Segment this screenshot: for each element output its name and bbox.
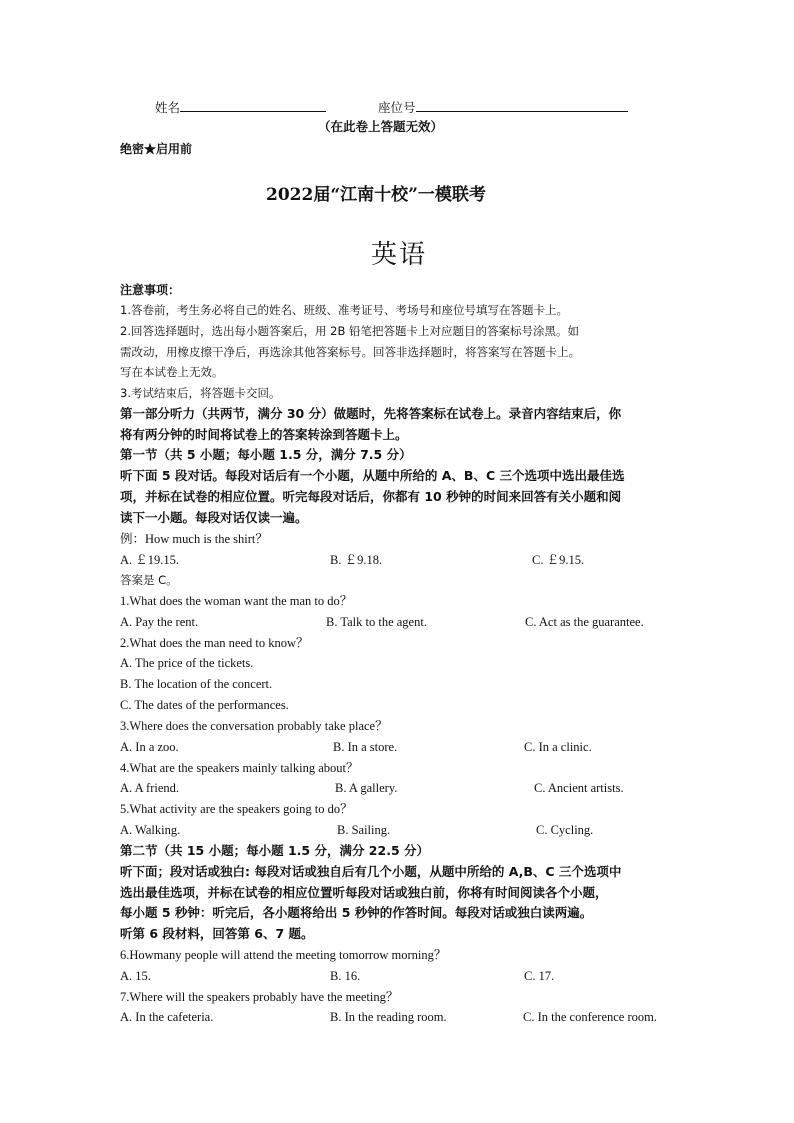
question-5: 5.What activity are the speakers going to do？ [120, 802, 353, 816]
example-answer: 答案是 C。 [120, 573, 178, 587]
q2-option-a: A. The price of the tickets. [120, 656, 254, 670]
q1-option-b: B. Talk to the agent. [326, 615, 427, 629]
q1-option-a: A. Pay the rent. [120, 615, 199, 629]
example-option-b: B. ￡9.18. [330, 553, 383, 567]
notes-heading: 注意事项： [120, 283, 181, 297]
question-3: 3.Where does the conversation probably take place？ [120, 719, 388, 733]
q3-option-b: B. In a store. [333, 740, 398, 754]
section2-heading: 第二节（共 15 小题；每小题 1.5 分，满分 22.5 分） [120, 843, 429, 858]
question-6: 6.Howmany people will attend the meeting tomorrow morning？ [120, 948, 447, 962]
seat-field [378, 99, 628, 116]
q3-option-a: A. In a zoo. [120, 740, 179, 754]
q4-option-a: A. A friend. [120, 781, 180, 795]
q2-option-b: B. The location of the concert. [120, 677, 273, 691]
q6-option-b: B. 16. [330, 969, 361, 983]
q3-option-c: C. In a clinic. [524, 740, 592, 754]
note-2-line-1: 2.回答选择题时，选出每小题答案后，用 2B 铅笔把答题卡上对应题目的答案标号涂黑。如 [120, 324, 579, 338]
section2-instruction-2: 选出最佳选项，并标在试卷的相应位置听每段对话或独白前，你将有时间阅读各个小题， [120, 885, 608, 900]
subject-title: 英语 [371, 240, 428, 270]
seat-blank [416, 99, 628, 112]
invalid-note: （在此卷上答题无效） [318, 119, 444, 134]
q6-option-c: C. 17. [524, 969, 555, 983]
question-1: 1.What does the woman want the man to do？ [120, 594, 353, 608]
section1-instruction-3: 读下一小题。每段对话仅读一遍。 [120, 510, 308, 525]
section1-heading: 第一节（共 5 小题；每小题 1.5 分，满分 7.5 分） [120, 447, 412, 462]
question-4: 4.What are the speakers mainly talking about？ [120, 761, 359, 775]
name-field [155, 99, 326, 116]
question-2: 2.What does the man need to know？ [120, 636, 309, 650]
part1-line-1: 第一部分听力（共两节，满分 30 分）做题时，先将答案标在试卷上。录音内容结束后，你 [120, 406, 622, 421]
q4-option-c: C. Ancient artists. [534, 781, 624, 795]
note-2-line-2: 需改动，用橡皮擦干净后，再选涂其他答案标号。回答非选择题时，将答案写在答题卡上。 [120, 345, 580, 359]
example-question: 例：How much is the shirt？ [120, 532, 268, 546]
q7-option-a: A. In the cafeteria. [120, 1010, 214, 1024]
q5-option-c: C. Cycling. [536, 823, 594, 837]
note-2-line-3: 写在本试卷上无效。 [120, 365, 224, 379]
example-option-a: A. ￡19.15. [120, 553, 180, 567]
question-7: 7.Where will the speakers probably have the meeting？ [120, 990, 399, 1004]
q5-option-b: B. Sailing. [337, 823, 391, 837]
name-blank [180, 99, 326, 112]
q6-option-a: A. 15. [120, 969, 151, 983]
section2-instruction-1: 听下面；段对话或独白: 每段对话或独自后有几个小题，从题中所给的 A,B、C 三个选项中 [120, 864, 622, 879]
material-6-instruction: 听第 6 段材料，回答第 6、7 题。 [120, 926, 314, 941]
q5-option-a: A. Walking. [120, 823, 181, 837]
section1-instruction-2: 项，并标在试卷的相应位置。听完每段对话后，你都有 10 秒钟的时间来回答有关小题和阅 [120, 489, 622, 504]
name-label: 姓名 [155, 100, 181, 115]
secret-mark: 绝密★启用前 [120, 142, 193, 156]
section2-instruction-3: 每小题 5 秒钟：听完后，各小题将给出 5 秒钟的作答时间。每段对话或独白读两遍。 [120, 905, 593, 920]
note-1: 1.答卷前，考生务必将自己的姓名、班级、准考证号、考场号和座位号填写在答题卡上。 [120, 303, 568, 317]
seat-label: 座位号 [378, 100, 416, 115]
note-3: 3.考试结束后，将答题卡交回。 [120, 386, 281, 400]
q7-option-c: C. In the conference room. [523, 1010, 657, 1024]
q1-option-c: C. Act as the guarantee. [525, 615, 644, 629]
exam-title: 2022届“江南十校”一模联考 [266, 185, 486, 205]
section1-instruction-1: 听下面 5 段对话。每段对话后有一个小题，从题中所给的 A、B、C 三个选项中选出最佳选 [120, 468, 625, 483]
q4-option-b: B. A gallery. [335, 781, 398, 795]
q7-option-b: B. In the reading room. [330, 1010, 447, 1024]
q2-option-c: C. The dates of the performances. [120, 698, 289, 712]
example-option-c: C. ￡9.15. [532, 553, 585, 567]
part1-line-2: 将有两分钟的时间将试卷上的答案转涂到答题卡上。 [120, 427, 408, 442]
